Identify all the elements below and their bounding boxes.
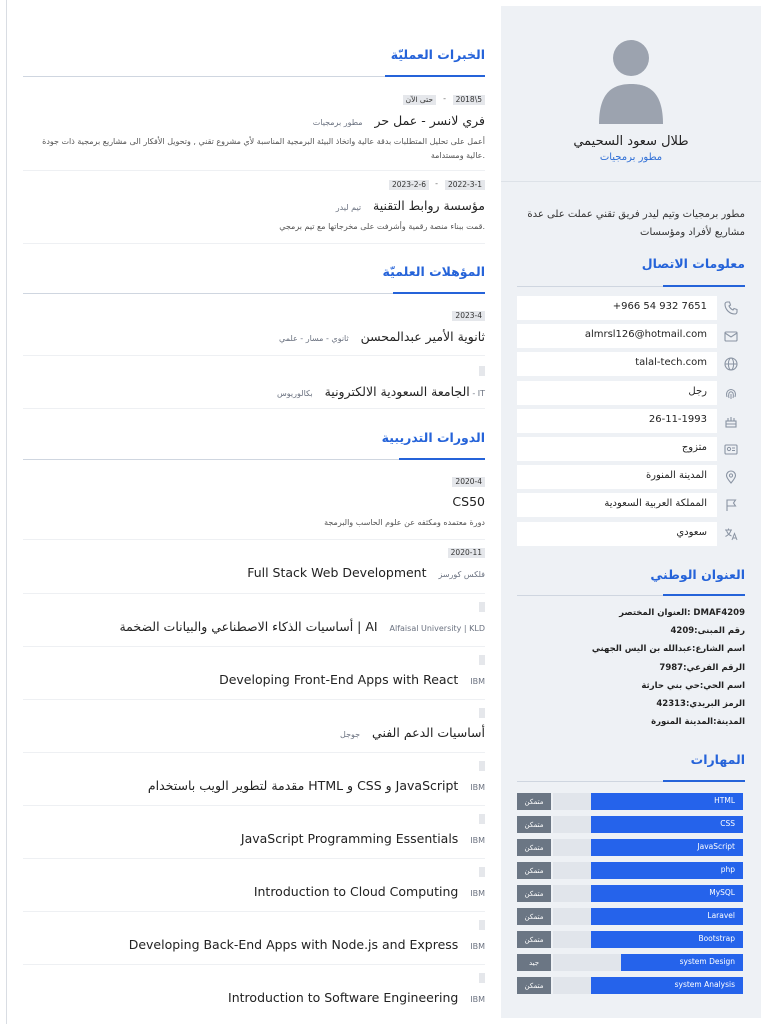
experience-section-accent: [385, 75, 485, 77]
entry-date: 2020-11: [448, 548, 485, 558]
entry-date: 2020-4: [452, 477, 485, 487]
spacer: [363, 113, 375, 128]
contact-section-title: معلومات الاتصال: [641, 256, 745, 271]
skill-bar-track: [553, 977, 743, 994]
entry-title: [129, 937, 485, 952]
skill-row: [517, 839, 745, 856]
entry-title-text: Full Stack Web Development: [247, 565, 427, 580]
entry-title-text: مقدمة لتطوير الويب باستخدام HTML و CSS و JavaScript: [147, 778, 459, 793]
spacer: [349, 329, 361, 344]
entry-title-text: أساسيات الدعم الفني: [372, 725, 485, 740]
address-section-accent: [663, 594, 745, 596]
entry-divider: [23, 911, 485, 912]
entry-title: [313, 113, 485, 128]
spacer: [427, 565, 439, 580]
entry-divider: [23, 964, 485, 965]
entry-title: [452, 494, 485, 509]
spacer: [360, 725, 372, 740]
profile-card: [501, 6, 761, 182]
entry-title-text: Introduction to Cloud Computing: [253, 884, 459, 899]
contact-icon-box: [717, 324, 745, 348]
entry-title-text: ثانوية الأمير عبدالمحسن: [360, 329, 485, 344]
spacer: [458, 990, 470, 1005]
sidebar: [501, 6, 761, 1018]
entry-description: قمت ببناء منصة رقمية وأشرفت على مخرجاتها مع تيم برمجي.: [279, 222, 485, 231]
skill-row: [517, 816, 745, 833]
language-icon: [723, 526, 739, 542]
skill-bar-fill: [591, 839, 743, 856]
entry-title-text: Developing Back-End Apps with Node.js and Express: [128, 937, 459, 952]
skill-bar-track: [553, 839, 743, 856]
contact-icon-box: [717, 522, 745, 546]
cake-icon: [723, 413, 739, 429]
skill-name: system Design: [679, 957, 735, 966]
contact-icon-box: [717, 493, 745, 517]
contact-icon-box: [717, 465, 745, 489]
skill-bar-track: [553, 954, 743, 971]
spacer: [361, 198, 373, 213]
profile-role: مطور برمجيات: [599, 152, 663, 163]
contact-value: رجل: [688, 385, 707, 397]
courses-section-title: الدورات التدريبية: [381, 430, 485, 445]
skill-row: [517, 793, 745, 810]
entry-divider: [23, 699, 485, 700]
contact-row: [517, 352, 745, 376]
entry-divider: [23, 646, 485, 647]
avatar: [583, 28, 679, 124]
entry-title: [279, 329, 485, 344]
spacer: [458, 778, 470, 793]
skill-bar-fill: [591, 931, 743, 948]
entry-title: [148, 778, 485, 793]
entry-title-text: Developing Front-End Apps with React: [219, 672, 459, 687]
contact-value: +966 54 932 7651: [612, 301, 707, 312]
entry-subtitle: مطور برمجيات: [312, 118, 363, 127]
entry-divider: [23, 243, 485, 244]
skill-bar-fill: [591, 908, 743, 925]
entry-subtitle: بكالوريوس - IT: [277, 389, 485, 398]
contact-row: [517, 437, 745, 461]
address-section-title: العنوان الوطني: [650, 567, 745, 582]
date-placeholder: [479, 867, 485, 877]
skill-bar-fill: [591, 793, 743, 810]
entry-subtitle: IBM: [470, 995, 485, 1004]
contact-icon-box: [717, 437, 745, 461]
date-separator: -: [435, 179, 438, 188]
entry-title: [119, 619, 485, 634]
contact-row: [517, 465, 745, 489]
skill-bar-fill: [591, 977, 743, 994]
skill-row: [517, 977, 745, 994]
entry-subtitle: فلكس كورسز: [438, 570, 485, 579]
contact-value: متزوج: [681, 442, 707, 453]
skill-bar-fill: [591, 816, 743, 833]
skill-name: php: [720, 865, 735, 874]
contact-icon-box: [717, 381, 745, 405]
skill-name: Laravel: [707, 911, 735, 920]
skill-name: Bootstrap: [698, 934, 735, 943]
entry-title: [247, 565, 485, 580]
entry-title: [228, 990, 485, 1005]
skill-level-badge: متمكن: [517, 816, 551, 833]
entry-date: 2023-4: [452, 311, 485, 321]
entry-description: دورة معتمده ومكثفه عن علوم الحاسب والبرمجة: [324, 518, 485, 527]
date-placeholder: [479, 602, 485, 612]
entry-divider: [23, 408, 485, 409]
entry-subtitle: IBM: [470, 889, 485, 898]
contact-row: [517, 522, 745, 546]
phone-icon: [723, 300, 739, 316]
entry-divider: [23, 539, 485, 540]
globe-icon: [723, 356, 739, 372]
entry-title-text: مؤسسة روابط التقنية: [373, 198, 485, 213]
entry-title-text: JavaScript Programming Essentials: [240, 831, 459, 846]
contact-icon-box: [717, 296, 745, 320]
skill-bar-track: [553, 793, 743, 810]
skill-bar-track: [553, 862, 743, 879]
page-left-border: [6, 0, 7, 1024]
contact-value: سعودي: [676, 526, 707, 538]
skill-level-badge: متمكن: [517, 885, 551, 902]
address-line: اسم الشارع:عبدالله بن اليس الجهني: [591, 644, 745, 655]
spacer: [458, 937, 470, 952]
education-section-title: المؤهلات العلميّة: [382, 264, 485, 279]
end-date: حتى الآن: [403, 95, 436, 105]
skill-bar-fill: [591, 885, 743, 902]
entry-subtitle: IBM: [470, 942, 485, 951]
entry-title-text: فري لانسر - عمل حر: [374, 113, 485, 128]
entry-subtitle: IBM: [470, 783, 485, 792]
contact-row: [517, 296, 745, 320]
skills-section-title: المهارات: [690, 752, 745, 767]
address-line: العنوان المختصر: DMAF4209: [619, 608, 745, 618]
entry-divider: [23, 805, 485, 806]
date-placeholder: [479, 655, 485, 665]
skill-bar-fill: [591, 862, 743, 879]
skill-name: JavaScript: [697, 842, 735, 851]
skill-level-badge: متمكن: [517, 977, 551, 994]
location-pin-icon: [723, 469, 739, 485]
spacer: [458, 831, 470, 846]
entry-title: [241, 831, 485, 846]
contact-value: المملكة العربية السعودية: [604, 498, 707, 510]
user-silhouette-icon: [583, 28, 679, 124]
skill-level-badge: جيد: [517, 954, 551, 971]
skill-bar-track: [553, 816, 743, 833]
profile-name: طلال سعود السحيمي: [573, 134, 689, 149]
contact-icon-box: [717, 352, 745, 376]
skill-level-badge: متمكن: [517, 839, 551, 856]
skill-bar-fill: [621, 954, 743, 971]
address-line: المدينة:المدينة المنورة: [651, 717, 745, 728]
entry-subtitle: ثانوي - مسار - علمي: [279, 334, 349, 343]
entry-divider: [23, 593, 485, 594]
entry-subtitle: جوجل: [340, 730, 361, 739]
date-placeholder: [479, 920, 485, 930]
skill-name: HTML: [714, 796, 735, 805]
skill-level-badge: متمكن: [517, 908, 551, 925]
entry-subtitle: تيم ليدر: [335, 203, 362, 212]
date-placeholder: [479, 973, 485, 983]
entry-title-text: CS50: [452, 494, 485, 509]
entry-subtitle: IBM: [470, 677, 485, 686]
flag-icon: [723, 497, 739, 513]
entry-title: [219, 672, 485, 687]
end-date: 2023-2-6: [389, 180, 429, 190]
spacer: [458, 672, 470, 687]
date-separator: -: [443, 94, 446, 103]
entry-title-text: أساسيات الذكاء الاصطناعي والبيانات الضخمة | AI: [119, 619, 378, 634]
contact-value: المدينة المنورة: [645, 470, 707, 482]
fingerprint-icon: [723, 385, 739, 401]
start-date: 2018\5: [453, 95, 485, 105]
skill-row: [517, 931, 745, 948]
courses-section-accent: [399, 458, 485, 460]
skills-section-accent: [663, 780, 745, 782]
skill-bar-track: [553, 885, 743, 902]
skill-row: [517, 885, 745, 902]
date-placeholder: [479, 814, 485, 824]
experience-section-title: الخبرات العمليّة: [390, 47, 485, 62]
entry-divider: [23, 170, 485, 171]
profile-bio: مطور برمجيات وتيم ليدر فريق تقني عملت على عدة مشاريع لأفراد ومؤسسات: [527, 209, 745, 238]
contact-icon-box: [717, 409, 745, 433]
contact-row: [517, 409, 745, 433]
entry-title: [340, 725, 485, 740]
entry-title: [277, 384, 485, 399]
skill-level-badge: متمكن: [517, 793, 551, 810]
entry-title: [254, 884, 485, 899]
skill-name: CSS: [720, 819, 735, 828]
education-section-accent: [393, 292, 485, 294]
contact-section-accent: [663, 285, 745, 287]
spacer: [378, 619, 390, 634]
contact-value: 26-11-1993: [648, 413, 707, 425]
entry-divider: [23, 752, 485, 753]
skill-level-badge: متمكن: [517, 862, 551, 879]
skill-bar-track: [553, 908, 743, 925]
skill-row: [517, 954, 745, 971]
skill-bar-track: [553, 931, 743, 948]
contact-value: almrsl126@hotmail.com: [584, 329, 707, 341]
entry-title-text: الجامعة السعودية الالكترونية: [324, 384, 470, 399]
entry-description: أعمل على تحليل المتطلبات بدقة عالية واتخاذ البيئة البرمجية المناسبة لأي مشروع تقني , وتحويل الأفكار الى مشاريع برمجية ذات جودة عالية ومستدامة.: [42, 137, 485, 160]
contact-value: talal-tech.com: [635, 357, 707, 369]
entry-title: [336, 198, 485, 213]
spacer: [458, 884, 470, 899]
entry-divider: [23, 858, 485, 859]
spacer: [313, 384, 325, 399]
address-line: اسم الحي:حي بني حارثة: [641, 680, 745, 691]
skill-level-badge: متمكن: [517, 931, 551, 948]
date-placeholder: [479, 366, 485, 376]
address-line: الرقم الفرعي:7987: [659, 662, 745, 673]
contact-row: [517, 324, 745, 348]
date-placeholder: [479, 708, 485, 718]
entry-divider: [23, 355, 485, 356]
entry-subtitle: IBM: [470, 836, 485, 845]
address-line: رقم المبنى:4209: [670, 626, 745, 637]
skill-row: [517, 908, 745, 925]
skill-name: system Analysis: [674, 980, 735, 989]
contact-row: [517, 493, 745, 517]
id-card-icon: [723, 441, 739, 457]
contact-row: [517, 381, 745, 405]
entry-subtitle: Alfaisal University | KLD: [389, 624, 485, 633]
start-date: 2022-3-1: [445, 180, 485, 190]
skill-row: [517, 862, 745, 879]
date-placeholder: [479, 761, 485, 771]
skill-name: MySQL: [709, 888, 735, 897]
mail-icon: [723, 328, 739, 344]
entry-title-text: Introduction to Software Engineering: [228, 990, 459, 1005]
address-line: الرمز البريدي:42313: [656, 699, 745, 709]
